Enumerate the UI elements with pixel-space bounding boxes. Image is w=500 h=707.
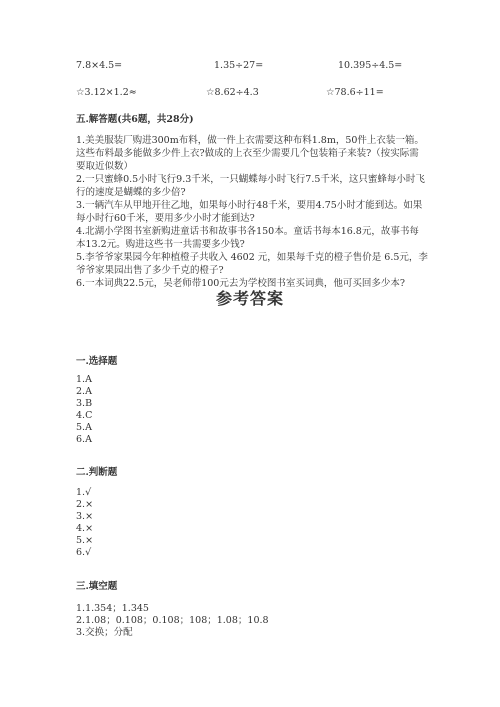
section-heading: 三.填空题 <box>76 581 118 592</box>
answer-item: 3.B <box>76 398 93 409</box>
problem-item: 6.一本词典22.5元，吴老师带100元去为学校图书室买词典，他可买回多少本? <box>76 278 405 289</box>
answer-item: 4.× <box>76 523 94 534</box>
answer-item: 4.C <box>76 410 93 421</box>
calc-row <box>0 87 500 101</box>
section-heading: 二.判断题 <box>76 467 118 478</box>
problem-item: 3.一辆汽车从甲地开往乙地，如果每小时行48千米，要用4.75小时才能到达。如果每小时行60千米，要用多少小时才能到达? <box>76 200 423 224</box>
answer-item: 2.1.08；0.108；0.108；108；1.08；10.8 <box>76 615 269 626</box>
answer-list <box>76 374 92 446</box>
calc-item: ☆8.62÷4.3 <box>206 87 259 98</box>
section-heading: 一.选择题 <box>76 356 118 367</box>
answer-item: 6.A <box>76 434 92 445</box>
answer-item: 2.A <box>76 386 92 397</box>
problem-item: 5.李爷爷家果园今年种植橙子共收入 4602 元，如果每千克的橙子售价是 6.5元，李爷爷家果园出售了多少千克的橙子? <box>76 252 428 276</box>
calc-item: ☆3.12×1.2≈ <box>76 87 137 98</box>
answer-item: 3.交换；分配 <box>76 627 133 638</box>
problem-item: 4.北湖小学图书室新购进童话书和故事书各150本。童话书每本16.8元，故事书每本13.2元。购进这些书一共需要多少钱? <box>76 226 419 250</box>
answer-item: 1.A <box>76 374 92 385</box>
problem-list <box>76 134 428 290</box>
problem-item: 1.美美服装厂购进300m布料，做一件上衣需要这种布料1.8m，50件上衣装一箱。这些布料最多能做多少件上衣?做成的上衣至少需要几个包装箱子来装?（按实际需要取近似数） <box>76 135 424 172</box>
calc-item: 10.395÷4.5= <box>338 60 403 71</box>
problem-item: 2.一只蜜蜂0.5小时飞行9.3千米，一只蝴蝶每小时飞行7.5千米，这只蜜蜂每小时飞行的速度是蝴蝶的多少倍? <box>76 174 425 198</box>
answer-item: 1.1.354；1.345 <box>76 603 149 614</box>
calc-row <box>0 60 500 74</box>
answer-list <box>76 487 93 559</box>
answer-item: 5.A <box>76 422 92 433</box>
answer-list <box>76 603 269 639</box>
calc-item: ☆78.6÷11= <box>326 87 384 98</box>
section-heading: 五.解答题(共6题，共28分) <box>76 114 194 125</box>
calc-item: 1.35÷27= <box>214 60 264 71</box>
answer-item: 2.× <box>76 499 94 510</box>
answers-title: 参考答案 <box>215 289 284 308</box>
answer-item: 1.√ <box>76 487 92 498</box>
answer-item: 5.× <box>76 535 94 546</box>
calc-item: 7.8×4.5= <box>76 60 123 71</box>
answer-item: 3.× <box>76 511 94 522</box>
answer-item: 6.√ <box>76 547 92 558</box>
